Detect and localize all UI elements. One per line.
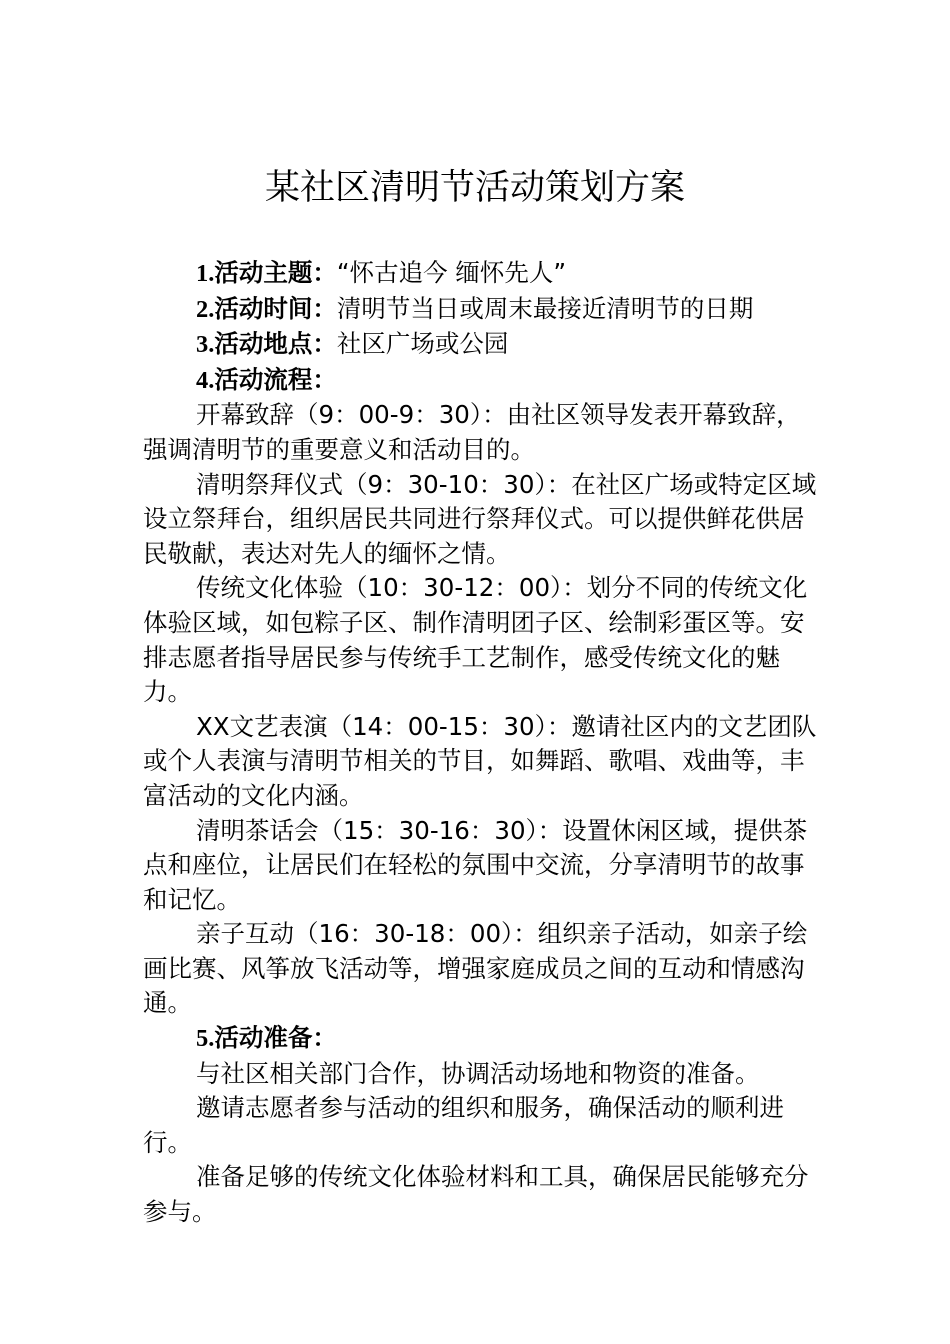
section-value: “怀古追今 缅怀先人” bbox=[336, 258, 567, 287]
flow-item: 清明茶话会（15：30-16：30）：设置休闲区域，提供茶点和座位，让居民们在轻松的氛围中交流，分享清明节的故事和记忆。 bbox=[143, 815, 808, 914]
section-place bbox=[143, 327, 823, 363]
section-value: 社区广场或公园 bbox=[336, 329, 509, 359]
section-time bbox=[143, 292, 823, 328]
prep-item: 邀请志愿者参与活动的组织和服务，确保活动的顺利进行。 bbox=[143, 1093, 784, 1157]
prep-item: 与社区相关部门合作，协调活动场地和物资的准备。 bbox=[196, 1058, 760, 1088]
document-title: 某社区清明节活动策划方案 bbox=[264, 168, 685, 208]
section-label: 4.活动流程： bbox=[196, 366, 337, 394]
section-label: 1.活动主题： bbox=[196, 260, 337, 287]
section-label: 2.活动时间： bbox=[196, 295, 337, 323]
document-body bbox=[143, 256, 823, 1230]
section-flow bbox=[143, 363, 823, 399]
flow-item: 传统文化体验（10：30-12：00）：划分不同的传统文化体验区域，如包粽子区、制作清明团子区、绘制彩蛋区等。安排志愿者指导居民参与传统手工艺制作，感受传统文化的魅力。 bbox=[143, 573, 808, 707]
section-value: 清明节当日或周末最接近清明节的日期 bbox=[336, 293, 754, 323]
section-theme bbox=[143, 256, 823, 292]
flow-item: 开幕致辞（9：00-9：30）：由社区领导发表开幕致辞，强调清明节的重要意义和活动目的。 bbox=[143, 400, 801, 464]
flow-item: 清明祭拜仪式（9：30-10：30）：在社区广场或特定区域设立祭拜台，组织居民共同进行祭拜仪式。可以提供鲜花供居民敬献，表达对先人的缅怀之情。 bbox=[143, 469, 817, 568]
prep-item: 准备足够的传统文化体验材料和工具，确保居民能够充分参与。 bbox=[143, 1162, 809, 1227]
section-label: 5.活动准备： bbox=[196, 1025, 337, 1053]
section-label: 3.活动地点： bbox=[196, 331, 337, 359]
section-prep bbox=[143, 1021, 823, 1057]
flow-item: 亲子互动（16：30-18：00）：组织亲子活动，如亲子绘画比赛、风筝放飞活动等，增强家庭成员之间的互动和情感沟通。 bbox=[143, 919, 808, 1018]
flow-item: XX文艺表演（14：00-15：30）：邀请社区内的文艺团队或个人表演与清明节相关的节目，如舞蹈、歌唱、戏曲等，丰富活动的文化内涵。 bbox=[143, 711, 817, 810]
